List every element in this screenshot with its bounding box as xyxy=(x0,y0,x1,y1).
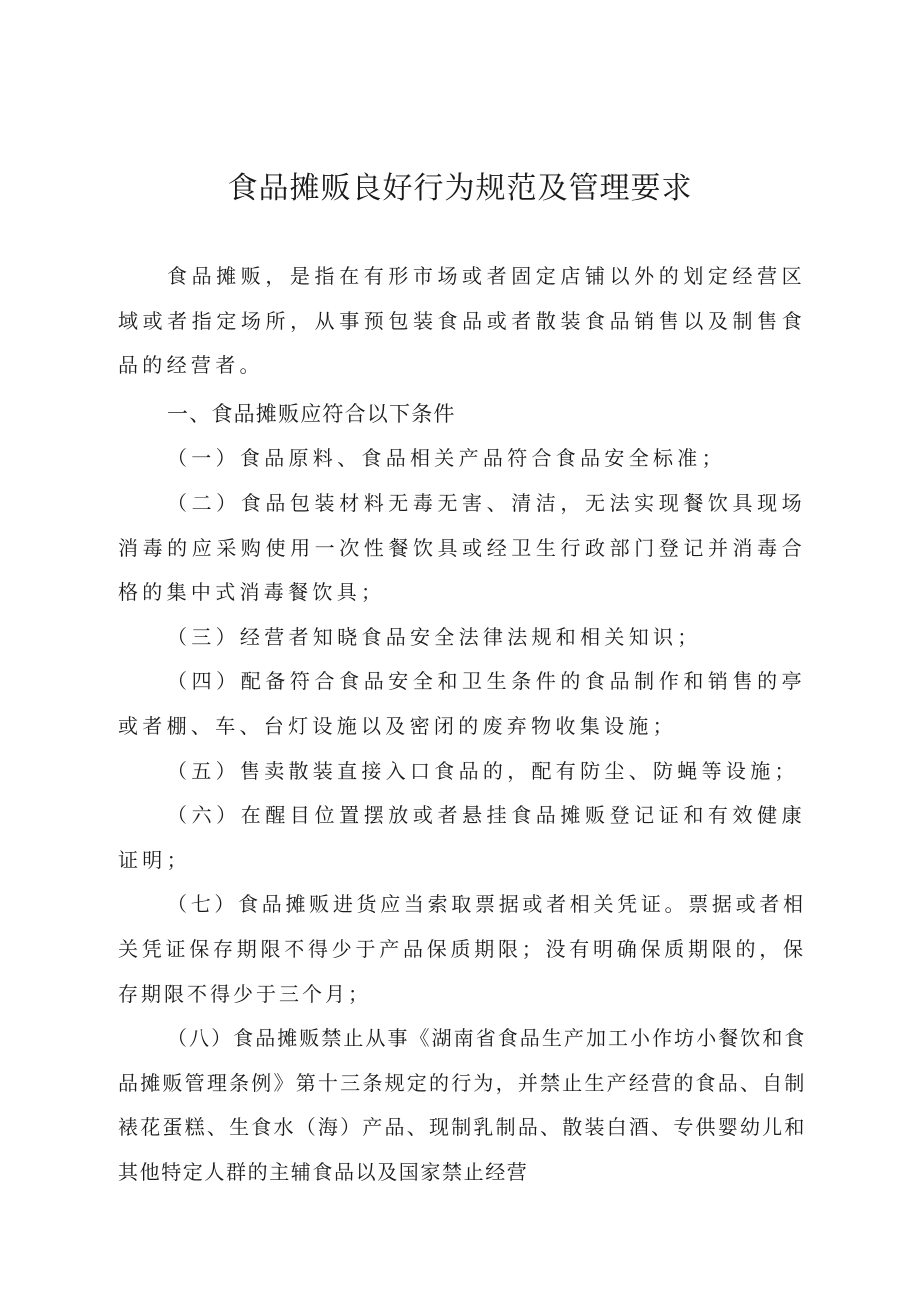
condition-paragraph: （二）食品包装材料无毒无害、清洁，无法实现餐饮具现场消毒的应采购使用一次性餐饮具或经卫生行政部门登记并消毒合格的集中式消毒餐饮具； xyxy=(118,490,806,605)
document-body xyxy=(118,254,806,1194)
condition-paragraph: （五）售卖散装直接入口食品的，配有防尘、防蝇等设施； xyxy=(167,758,799,783)
condition-paragraph: （七）食品摊贩进货应当索取票据或者相关凭证。票据或者相关凭证保存期限不得少于产品保质期限；没有明确保质期限的，保存期限不得少于三个月； xyxy=(118,892,806,1006)
document-title: 食品摊贩良好行为规范及管理要求 xyxy=(227,171,693,206)
condition-paragraph: （八）食品摊贩禁止从事《湖南省食品生产加工小作坊小餐饮和食品摊贩管理条例》第十三条规定的行为，并禁止生产经营的食品、自制裱花蛋糕、生食水（海）产品、现制乳制品、散装白酒、专供婴幼儿和其他特定人群的主辅食品以及国家禁止经营 xyxy=(118,1026,806,1184)
condition-paragraph: （四）配备符合食品安全和卫生条件的食品制作和销售的亭或者棚、车、台灯设施以及密闭的废弃物收集设施； xyxy=(118,669,806,738)
condition-paragraph: （一）食品原料、食品相关产品符合食品安全标准； xyxy=(167,446,726,471)
intro-paragraph: 食品摊贩，是指在有形市场或者固定店铺以外的划定经营区域或者指定场所，从事预包装食品或者散装食品销售以及制售食品的经营者。 xyxy=(118,264,806,378)
condition-paragraph: （六）在醒目位置摆放或者悬挂食品摊贩登记证和有效健康证明； xyxy=(118,803,806,872)
section-heading: 一、食品摊贩应符合以下条件 xyxy=(167,401,456,426)
condition-paragraph: （三）经营者知晓食品安全法律法规和相关知识； xyxy=(167,624,702,649)
